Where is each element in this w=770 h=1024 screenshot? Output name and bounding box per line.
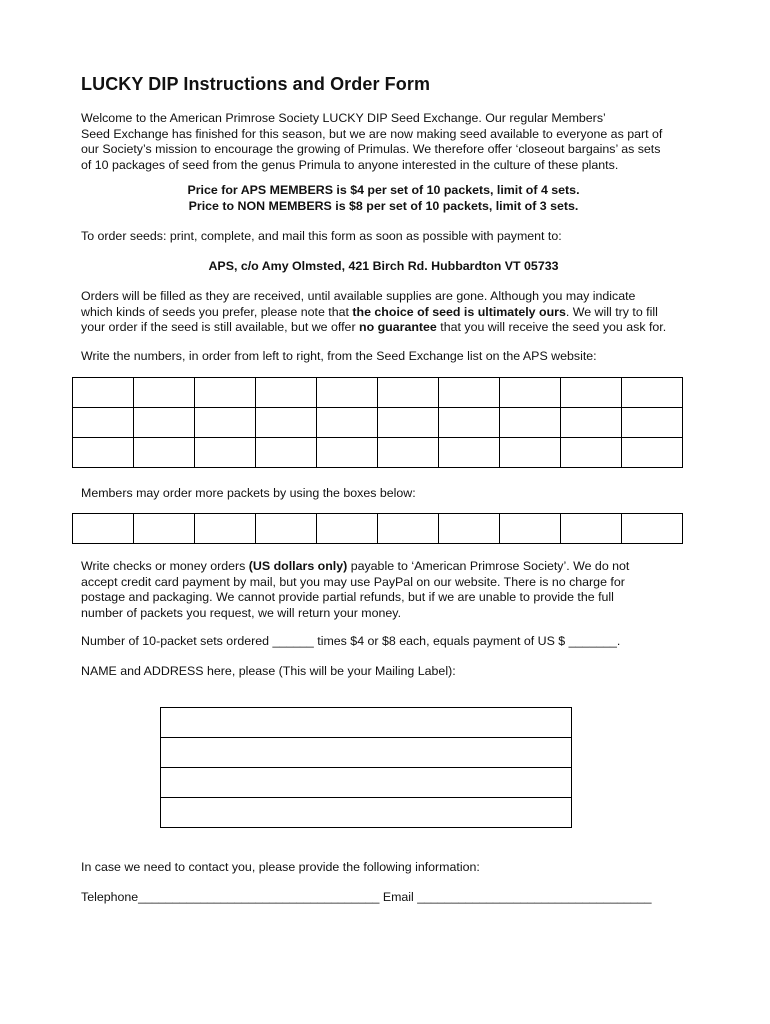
seed-number-cell[interactable] [378,378,439,408]
grid-row [73,378,683,408]
payment-line: postage and packaging. We cannot provide partial refunds, but if we are unable to provide the full [81,590,614,604]
intro-line: of 10 packages of seed from the genus Primula to anyone interested in the culture of these plants. [81,157,619,172]
extra-packets-grid [72,513,683,544]
no-guarantee-emphasis: no guarantee [359,320,437,334]
seed-number-cell[interactable] [500,378,561,408]
mailing-address: APS, c/o Amy Olmsted, 421 Birch Rd. Hubbardton VT 05733 [208,259,559,273]
seed-number-cell[interactable] [622,408,683,438]
payment-text: Write checks or money orders [81,559,249,573]
seed-number-cell[interactable] [195,438,256,468]
grid-row [73,408,683,438]
seed-number-cell[interactable] [378,514,439,544]
seed-number-cell[interactable] [500,408,561,438]
payment-line: accept credit card payment by mail, but you may use PayPal on our website. There is no charge for [81,574,625,589]
orders-line [81,305,701,321]
orders-text: which kinds of seeds you prefer, please note that [81,304,353,319]
seed-number-cell[interactable] [561,438,622,468]
seed-number-cell[interactable] [73,438,134,468]
seed-number-cell[interactable] [317,438,378,468]
seed-number-cell[interactable] [134,408,195,438]
orders-text: . We will try to fill [565,304,658,319]
price-members: Price for APS MEMBERS is $4 per set of 10 packets, limit of 4 sets. [187,183,580,197]
seed-number-cell[interactable] [134,378,195,408]
seed-number-cell[interactable] [500,438,561,468]
seed-number-cell[interactable] [256,408,317,438]
payment-text: payable to ‘American Primrose Society’. We do not [347,559,630,573]
seed-number-cell[interactable] [256,378,317,408]
price-non-members: Price to NON MEMBERS is $8 per set of 10 packets, limit of 3 sets. [188,198,579,213]
page-title: LUCKY DIP Instructions and Order Form [81,74,431,94]
address-line-field[interactable] [161,768,572,798]
seed-number-cell[interactable] [561,514,622,544]
seed-number-cell[interactable] [622,438,683,468]
orders-line [81,320,701,336]
address-line-field[interactable] [161,738,572,768]
seed-number-cell[interactable] [195,514,256,544]
seed-number-cell[interactable] [317,514,378,544]
name-address-label: NAME and ADDRESS here, please (This will be your Mailing Label): [81,664,456,678]
payment-line: number of packets you request, we will return your money. [81,605,402,620]
seed-number-cell[interactable] [317,408,378,438]
seed-number-cell[interactable] [73,514,134,544]
seed-number-cell[interactable] [439,378,500,408]
seed-number-cell[interactable] [622,514,683,544]
intro-line: our Society’s mission to encourage the growing of Primulas. We therefore offer ‘closeout bargains’ as sets [81,142,661,156]
seed-number-grid [72,377,683,468]
mailing-label-box [160,707,572,828]
seed-number-cell[interactable] [195,408,256,438]
seed-number-cell[interactable] [195,378,256,408]
seed-number-cell[interactable] [256,514,317,544]
address-line-field[interactable] [161,798,572,828]
numbers-instruction: Write the numbers, in order from left to right, from the Seed Exchange list on the APS website: [81,349,597,363]
contact-intro: In case we need to contact you, please provide the following information: [81,860,480,874]
seed-number-cell[interactable] [561,378,622,408]
sets-ordered-line[interactable]: Number of 10-packet sets ordered ______ times $4 or $8 each, equals payment of US $ _______. [81,634,621,648]
seed-number-cell[interactable] [73,378,134,408]
seed-number-cell[interactable] [317,378,378,408]
us-dollars-emphasis: (US dollars only) [248,559,348,573]
seed-number-cell[interactable] [622,378,683,408]
seed-number-cell[interactable] [134,438,195,468]
intro-line: Seed Exchange has finished for this season, but we are now making seed available to everyone as part of [81,126,663,141]
orders-text: that you will receive the seed you ask for. [436,320,667,334]
order-instructions: To order seeds: print, complete, and mail this form as soon as possible with payment to: [81,229,562,243]
price-block [81,183,686,214]
seed-number-cell[interactable] [378,408,439,438]
seed-number-cell[interactable] [256,438,317,468]
intro-line: Welcome to the American Primrose Society LUCKY DIP Seed Exchange. Our regular Members’ [81,111,606,125]
seed-number-cell[interactable] [439,408,500,438]
seed-number-cell[interactable] [561,408,622,438]
members-more-label: Members may order more packets by using the boxes below: [81,486,416,500]
payment-paragraph [81,559,701,621]
seed-number-cell[interactable] [500,514,561,544]
seed-number-cell[interactable] [73,408,134,438]
intro-paragraph [81,111,701,173]
address-line-field[interactable] [161,708,572,738]
orders-line: Orders will be filled as they are received, until available supplies are gone. Although you may indicate [81,289,636,303]
grid-row [73,514,683,544]
choice-emphasis: the choice of seed is ultimately ours [352,304,566,319]
seed-number-cell[interactable] [439,438,500,468]
seed-number-cell[interactable] [439,514,500,544]
seed-number-cell[interactable] [378,438,439,468]
orders-paragraph [81,289,701,336]
orders-text: your order if the seed is still available, but we offer [81,320,360,334]
payment-line [81,559,701,575]
seed-number-cell[interactable] [134,514,195,544]
contact-line[interactable]: Telephone___________________________________ Email __________________________________ [81,890,652,904]
grid-row [73,438,683,468]
